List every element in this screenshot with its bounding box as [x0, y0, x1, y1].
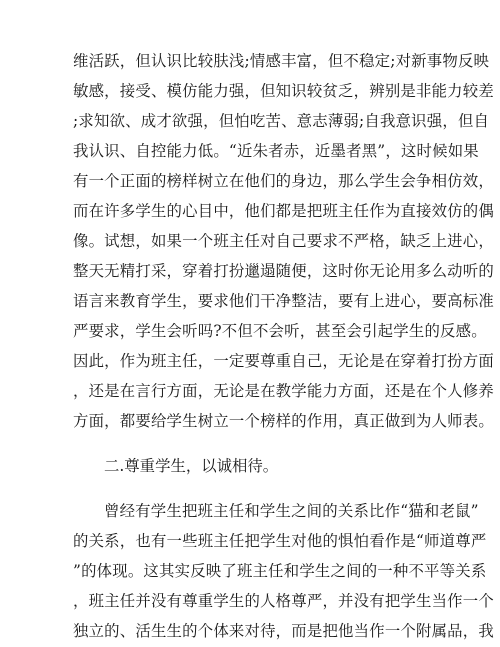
paragraph-line: 严要求，学生会听吗?不但不会听，甚至会引起学生的反感。: [73, 322, 487, 340]
paragraph-line: 维活跃，但认识比较肤浅;情感丰富，但不稳定;对新事物反映: [73, 52, 490, 70]
paragraph-line: 整天无精打采，穿着打扮邋遢随便，这时你无论用多么动听的: [73, 262, 494, 280]
paragraph-line: ”的体现。这其实反映了班主任和学生之间的一种不平等关系: [73, 562, 487, 580]
paragraph-line: 我认识、自控能力低。“近朱者赤，近墨者黑”，这时候如果: [73, 142, 479, 160]
section-heading: 二.尊重学生，以诚相待。: [104, 457, 279, 475]
paragraph-line: 而在许多学生的心目中，他们都是把班主任作为直接效仿的偶: [73, 202, 494, 220]
paragraph-line: 敏感，接受、模仿能力强，但知识较贫乏，辨别是非能力较差: [73, 82, 494, 100]
paragraph-line: ，还是在言行方面，无论是在教学能力方面，还是在个人修养: [73, 382, 494, 400]
paragraph-line: 因此，作为班主任，一定要尊重自己，无论是在穿着打扮方面: [73, 352, 494, 370]
paragraph-line: 方面，都要给学生树立一个榜样的作用，真正做到为人师表。: [73, 412, 494, 430]
paragraph-line: 语言来教育学生，要求他们干净整洁，要有上进心，要高标准: [73, 292, 494, 310]
paragraph-line: 有一个正面的榜样树立在他们的身边，那么学生会争相仿效，: [73, 172, 494, 190]
paragraph-line: 像。试想，如果一个班主任对自己要求不严格，缺乏上进心，: [73, 232, 494, 250]
paragraph-line: ，班主任并没有尊重学生的人格尊严，并没有把学生当作一个: [73, 592, 494, 610]
paragraph-line: 的关系，也有一些班主任把学生对他的惧怕看作是“师道尊严: [73, 532, 487, 550]
paragraph-line: 独立的、活生生的个体来对待，而是把他当作一个附属品，我: [73, 622, 494, 640]
paragraph-line: 曾经有学生把班主任和学生之间的关系比作“猫和老鼠”: [104, 502, 479, 520]
paragraph-line: ;求知欲、成才欲强，但怕吃苦、意志薄弱;自我意识强，但自: [73, 112, 490, 130]
